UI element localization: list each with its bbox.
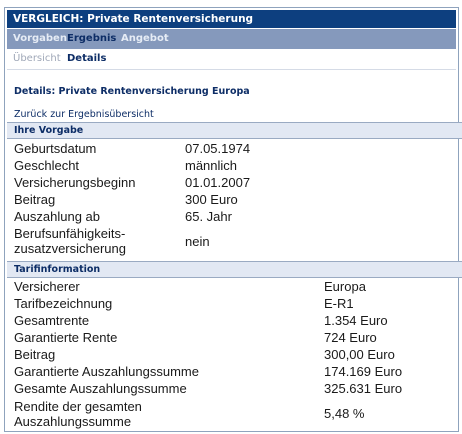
tarif-value-beitrag: 300,00 Euro	[324, 347, 395, 362]
tarif-label-rendite-line1: Rendite der gesamten	[14, 399, 142, 414]
tarif-label-versicherer: Versicherer	[14, 279, 80, 294]
subtab-uebersicht[interactable]: Übersicht	[13, 53, 61, 64]
tarif-value-garantierte-summe: 174.169 Euro	[324, 364, 403, 379]
vorgabe-value-geburtsdatum: 07.05.1974	[185, 141, 251, 156]
tarif-label-tarifbezeichnung: Tarifbezeichnung	[14, 296, 113, 311]
tarif-value-versicherer: Europa	[324, 279, 366, 294]
tarif-value-rendite: 5,48 %	[324, 406, 365, 421]
tarif-label-beitrag: Beitrag	[14, 347, 56, 362]
panel-title: VERGLEICH: Private Rentenversicherung	[7, 10, 456, 28]
comparison-panel	[4, 7, 459, 432]
tarif-value-gesamtrente: 1.354 Euro	[324, 313, 388, 328]
tarif-label-garantierte-summe: Garantierte Auszahlungssumme	[14, 364, 199, 379]
section-header-vorgabe: Ihre Vorgabe	[7, 122, 462, 139]
tarif-label-rendite-line2: Auszahlungssumme	[14, 414, 132, 429]
tarif-label-gesamtrente: Gesamtrente	[14, 313, 90, 328]
details-heading: Details: Private Rentenversicherung Europa	[14, 86, 250, 97]
vorgabe-value-versicherungsbeginn: 01.01.2007	[185, 175, 251, 190]
vorgabe-label-bu-line1: Berufsunfähigkeits-	[14, 226, 126, 241]
back-to-results-link[interactable]: Zurück zur Ergebnisübersicht	[14, 109, 154, 120]
vorgabe-label-auszahlung: Auszahlung ab	[14, 209, 101, 224]
vorgabe-label-beitrag: Beitrag	[14, 192, 56, 207]
section-header-tarif: Tarifinformation	[7, 261, 462, 278]
tarif-value-garantierte-rente: 724 Euro	[324, 330, 377, 345]
subtab-details[interactable]: Details	[67, 53, 107, 64]
tarif-value-tarifbezeichnung: E-R1	[324, 296, 354, 311]
vorgabe-value-bu: nein	[185, 234, 210, 249]
tab-angebot[interactable]: Angebot	[121, 33, 169, 44]
tarif-label-garantierte-rente: Garantierte Rente	[14, 330, 118, 345]
tarif-value-gesamte-summe: 325.631 Euro	[324, 381, 403, 396]
vorgabe-label-bu-line2: zusatzversicherung	[14, 241, 126, 256]
vorgabe-label-versicherungsbeginn: Versicherungsbeginn	[14, 175, 136, 190]
vorgabe-value-geschlecht: männlich	[185, 158, 238, 173]
vorgabe-label-geschlecht: Geschlecht	[14, 158, 80, 173]
main-tabs	[7, 29, 456, 49]
tarif-label-gesamte-summe: Gesamte Auszahlungssumme	[14, 381, 187, 396]
vorgabe-value-auszahlung: 65. Jahr	[185, 209, 232, 224]
sub-tabs	[7, 49, 456, 70]
tab-ergebnis[interactable]: Ergebnis	[67, 33, 117, 44]
tab-vorgaben[interactable]: Vorgaben	[13, 33, 67, 44]
vorgabe-value-beitrag: 300 Euro	[185, 192, 238, 207]
vorgabe-label-geburtsdatum: Geburtsdatum	[14, 141, 97, 156]
